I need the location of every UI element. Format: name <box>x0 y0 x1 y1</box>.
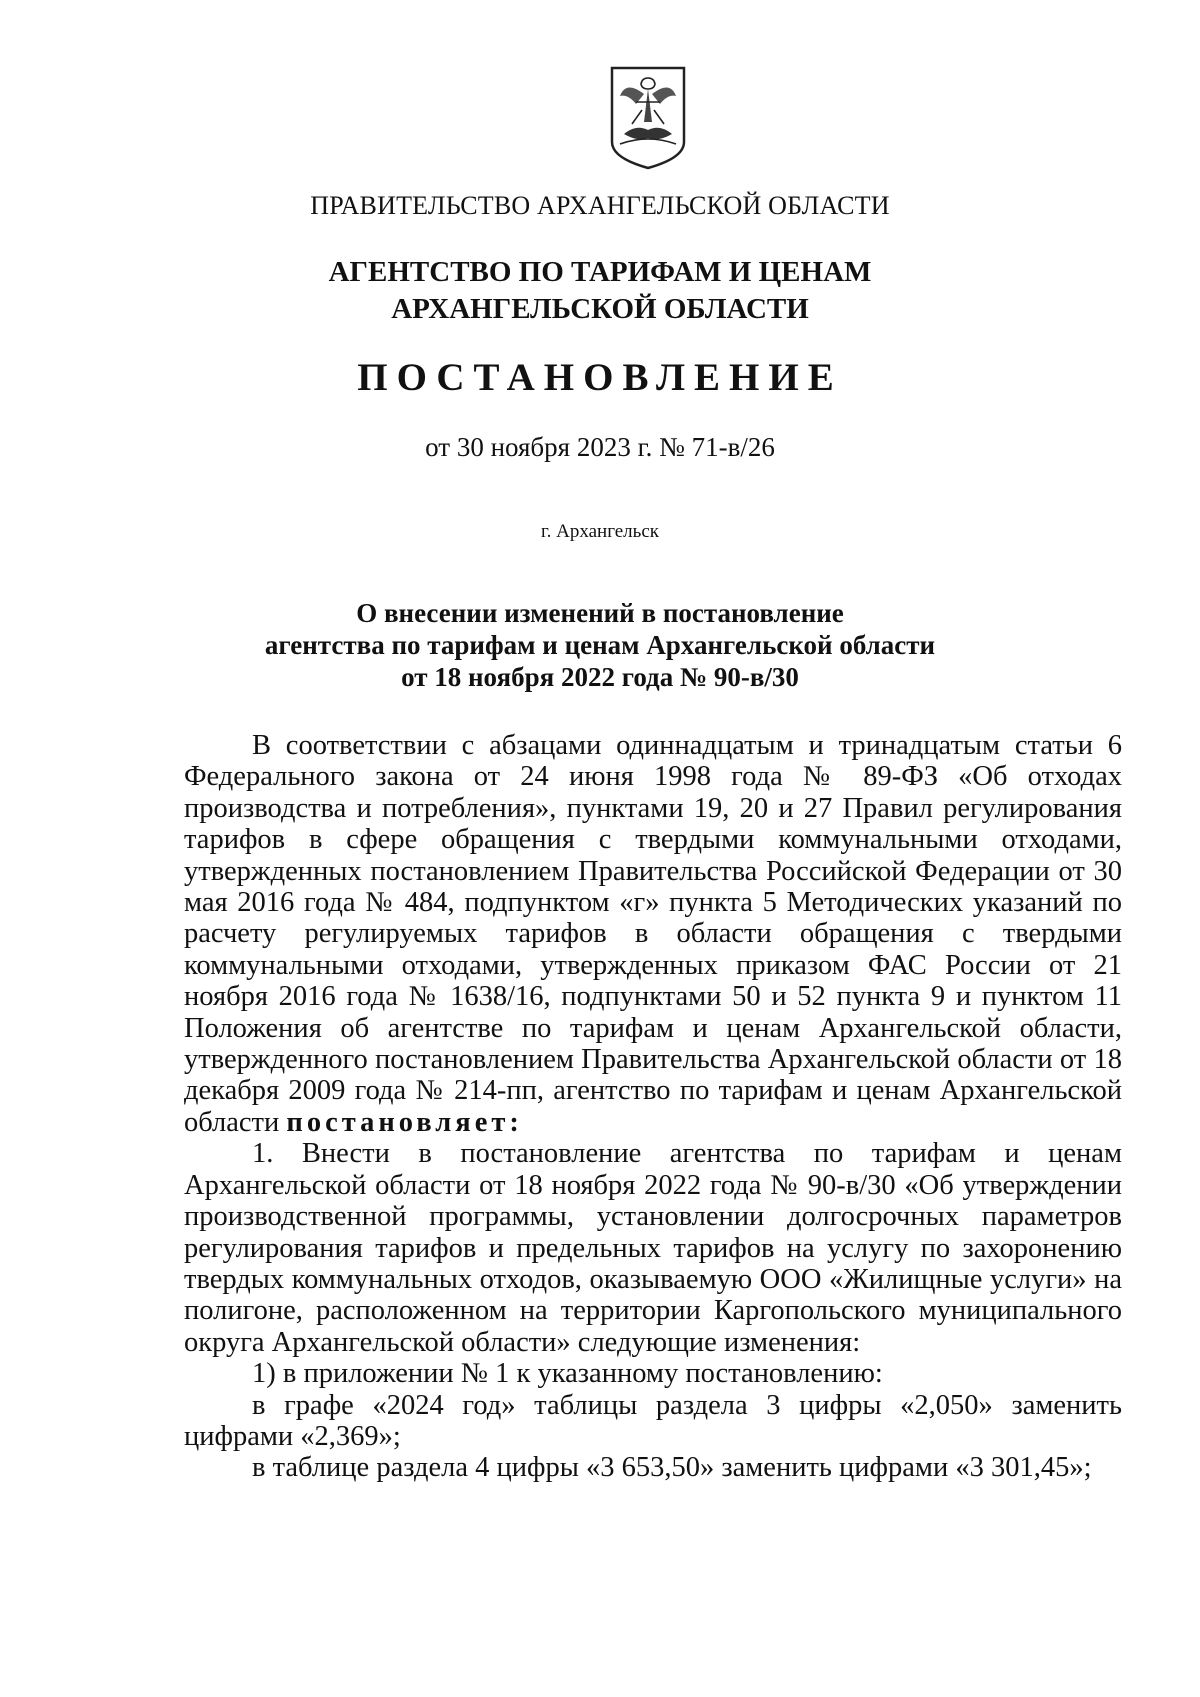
document-subject <box>0 597 1200 693</box>
subject-line-2: агентства по тарифам и ценам Архангельской области <box>264 630 936 660</box>
preamble-paragraph <box>184 730 1122 1138</box>
subitem-1-change-b: в таблице раздела 4 цифры «3 653,50» заменить цифрами «3 301,45»; <box>252 1452 1092 1484</box>
preamble-text: В соответствии с абзацами одиннадцатым и тринадцатым статьи 6 Федерального закона от 24 июня 1998 года № 89-ФЗ «Об отходах производства и потребления», пунктами 19, 20 и 27 Правил регулирования тарифов в сфере обращения с твердыми коммунальными отходами, утвержденных постановлением Правительства Российской Федерации от 30 мая 2016 года № 484, подпунктом «г» пункта 5 Методических указаний по расчету регулируемых тарифов в области обращения с твердыми коммунальными отходами, утвержденных приказом ФАС России от 21 ноября 2016 года № 1638/16, подпунктами 50 и 52 пункта 9 и пунктом 11 Положения об агентстве по тарифам и ценам Архангельской области, утвержденного постановлением Правительства Архангельской области от 18 декабря 2009 года № 214-пп, агентство по тарифам и ценам Архангельской области <box>184 730 1122 1138</box>
document-city: г. Архангельск <box>540 521 659 542</box>
subitem-1-change-a: в графе «2024 год» таблицы раздела 3 цифры «2,050» заменить цифрами «2,369»; <box>184 1389 1122 1452</box>
subject-line-3: от 18 ноября 2022 года № 90-в/30 <box>401 662 799 692</box>
coat-of-arms-icon <box>606 64 690 172</box>
government-name: ПРАВИТЕЛЬСТВО АРХАНГЕЛЬСКОЙ ОБЛАСТИ <box>310 191 890 220</box>
agency-name-line-1: АГЕНТСТВО ПО ТАРИФАМ И ЦЕНАМ <box>328 256 872 288</box>
document-date-number: от 30 ноября 2023 г. № 71-в/26 <box>425 432 775 462</box>
subject-line-1: О внесении изменений в постановление <box>356 598 844 628</box>
agency-name <box>0 254 1200 328</box>
item-1-paragraph: 1. Внести в постановление агентства по тарифам и ценам Архангельской области от 18 ноября 2022 года № 90-в/30 «Об утверждении производственной программы, установлении долгосрочных параметров регулирования тарифов и предельных тарифов на услугу по захоронению твердых коммунальных отходов, оказываемую ООО «Жилищные услуги» на полигоне, расположенном на территории Каргопольского муниципального округа Архангельской области» следующие изменения: <box>184 1138 1122 1358</box>
agency-name-line-2: АРХАНГЕЛЬСКОЙ ОБЛАСТИ <box>391 293 809 325</box>
subitem-1-paragraph: 1) в приложении № 1 к указанному постановлению: <box>252 1358 883 1390</box>
resolves-word: постановляет: <box>286 1106 523 1138</box>
document-body <box>184 730 1122 1484</box>
document-type-title: ПОСТАНОВЛЕНИЕ <box>357 356 843 399</box>
